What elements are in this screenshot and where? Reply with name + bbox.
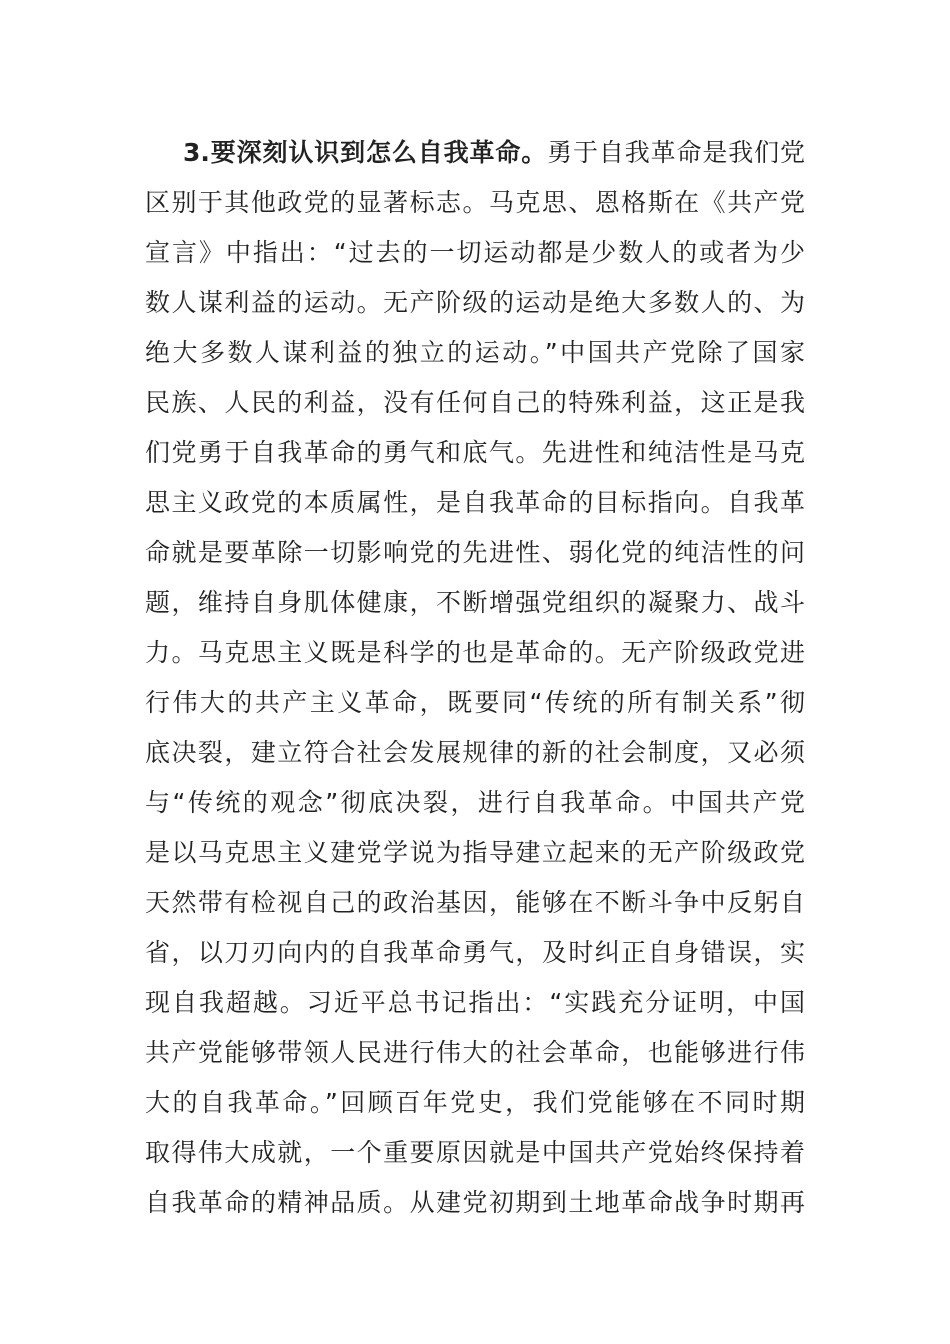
paragraph-line: 是以马克思主义建党学说为指导建立起来的无产阶级政党: [145, 838, 805, 867]
paragraph-line: 共产党能够带领人民进行伟大的社会革命，也能够进行伟: [145, 1038, 805, 1067]
paragraph-line: 绝大多数人谋利益的独立的运动。”中国共产党除了国家: [145, 338, 805, 367]
paragraph-line: 自我革命的精神品质。从建党初期到土地革命战争时期再: [145, 1188, 805, 1217]
paragraph-line: 行伟大的共产主义革命，既要同“传统的所有制关系”彻: [145, 688, 805, 717]
paragraph-line: 天然带有检视自己的政治基因，能够在不断斗争中反躬自: [145, 888, 805, 917]
paragraph-line: 取得伟大成就，一个重要原因就是中国共产党始终保持着: [145, 1138, 805, 1167]
paragraph-line: 民族、人民的利益，没有任何自己的特殊利益，这正是我: [145, 388, 805, 417]
paragraph-line: 省，以刀刃向内的自我革命勇气，及时纠正自身错误，实: [145, 938, 805, 967]
paragraph-line: 大的自我革命。”回顾百年党史，我们党能够在不同时期: [145, 1088, 805, 1117]
paragraph-line: 区别于其他政党的显著标志。马克思、恩格斯在《共产党: [145, 188, 805, 217]
paragraph-line: 宣言》中指出：“过去的一切运动都是少数人的或者为少: [145, 238, 805, 267]
paragraph-line: 题，维持自身肌体健康，不断增强党组织的凝聚力、战斗: [145, 588, 805, 617]
paragraph-line: 底决裂，建立符合社会发展规律的新的社会制度，又必须: [145, 738, 805, 767]
paragraph-line: 思主义政党的本质属性，是自我革命的目标指向。自我革: [145, 488, 805, 517]
paragraph-first-line: [145, 128, 805, 178]
first-line-text: 勇于自我革命是我们党: [547, 138, 805, 167]
body-paragraph: [145, 128, 805, 1228]
paragraph-line: 与“传统的观念”彻底决裂，进行自我革命。中国共产党: [145, 788, 805, 817]
paragraph-line: 数人谋利益的运动。无产阶级的运动是绝大多数人的、为: [145, 288, 805, 317]
paragraph-line: 命就是要革除一切影响党的先进性、弱化党的纯洁性的问: [145, 538, 805, 567]
paragraph-line: 现自我超越。习近平总书记指出：“实践充分证明，中国: [145, 988, 805, 1017]
section-heading: 3.要深刻认识到怎么自我革命。: [183, 138, 548, 167]
paragraph-line: 们党勇于自我革命的勇气和底气。先进性和纯洁性是马克: [145, 438, 805, 467]
paragraph-line: 力。马克思主义既是科学的也是革命的。无产阶级政党进: [145, 638, 805, 667]
